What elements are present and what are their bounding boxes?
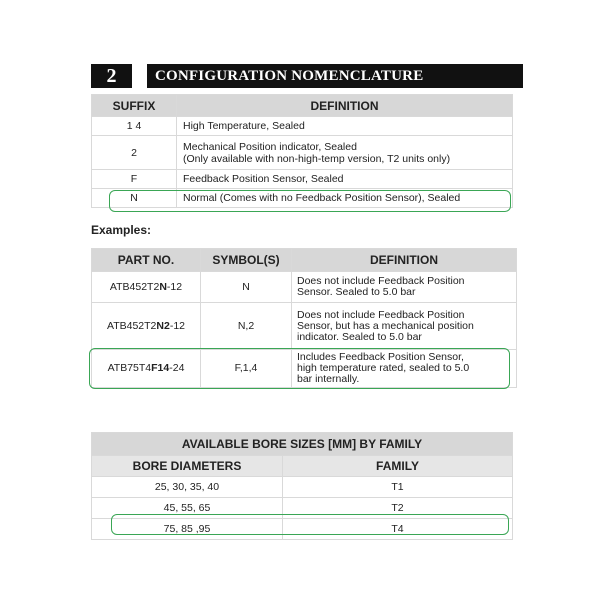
symbols-cell: N: [201, 272, 292, 303]
definition-cell: [292, 350, 517, 388]
family-cell: T2: [283, 498, 513, 519]
definition-cell: Feedback Position Sensor, Sealed: [177, 170, 513, 189]
bore-header-row: [92, 456, 513, 477]
header-definition: DEFINITION: [292, 249, 517, 272]
table-row: [92, 272, 517, 303]
header-family: FAMILY: [283, 456, 513, 477]
table-row: [92, 117, 513, 136]
table-row: [92, 350, 517, 388]
header-suffix: SUFFIX: [92, 95, 177, 117]
definition-line: Sensor. Sealed to 5.0 bar: [297, 286, 416, 298]
symbols-cell: F,1,4: [201, 350, 292, 388]
part-number-cell: [92, 350, 201, 388]
part-suffix-code: N: [159, 280, 167, 293]
definition-cell: [177, 136, 513, 170]
definition-line: (Only available with non-high-temp version, T2 units only): [183, 152, 451, 165]
table-row: [92, 519, 513, 540]
section-title: CONFIGURATION NOMENCLATURE: [147, 64, 523, 88]
definition-line: Sensor, but has a mechanical position: [297, 319, 474, 332]
definition-cell: [292, 303, 517, 350]
table-row: [92, 303, 517, 350]
definition-line: Does not include Feedback Position: [297, 275, 465, 287]
nomenclature-table: [91, 94, 513, 208]
part-prefix: ATB452T2: [109, 280, 160, 293]
part-prefix: ATB75T4: [107, 362, 152, 374]
part-size: -12: [169, 319, 186, 332]
definition-line: Mechanical Position indicator, Sealed: [183, 140, 357, 153]
definition-line: indicator. Sealed to 5.0 bar: [297, 330, 422, 343]
suffix-cell: N: [92, 189, 177, 208]
suffix-cell: 2: [92, 136, 177, 170]
bore-sizes-table: [91, 432, 513, 540]
bore-sizes-title: AVAILABLE BORE SIZES [MM] BY FAMILY: [92, 433, 513, 456]
section-number: 2: [91, 64, 132, 88]
bore-diameters-cell: 75, 85 ,95: [92, 519, 283, 540]
header-part-no: PART NO.: [92, 249, 201, 272]
definition-cell: Normal (Comes with no Feedback Position Sensor), Sealed: [177, 189, 513, 208]
family-cell: T4: [283, 519, 513, 540]
table-row: [92, 189, 513, 208]
suffix-cell: 1 4: [92, 117, 177, 136]
part-number-cell: [92, 303, 201, 350]
bore-diameters-cell: 45, 55, 65: [92, 498, 283, 519]
bore-title-row: [92, 433, 513, 456]
part-suffix-code: N2: [156, 319, 170, 332]
part-number-cell: [92, 272, 201, 303]
definition-line: Includes Feedback Position Sensor,: [297, 351, 464, 363]
part-size: -12: [166, 280, 183, 293]
suffix-cell: F: [92, 170, 177, 189]
family-cell: T1: [283, 477, 513, 498]
nomenclature-header-row: [92, 95, 513, 117]
header-definition: DEFINITION: [177, 95, 513, 117]
table-row: [92, 136, 513, 170]
table-row: [92, 477, 513, 498]
header-bore-diameters: BORE DIAMETERS: [92, 456, 283, 477]
definition-line: high temperature rated, sealed to 5.0: [297, 362, 470, 374]
examples-label: Examples:: [91, 223, 152, 237]
examples-header-row: [92, 249, 517, 272]
definition-line: bar internally.: [297, 373, 360, 385]
definition-cell: High Temperature, Sealed: [177, 117, 513, 136]
table-row: [92, 498, 513, 519]
definition-cell: [292, 272, 517, 303]
part-size: -24: [169, 362, 185, 374]
symbols-cell: N,2: [201, 303, 292, 350]
examples-table: [91, 248, 517, 388]
definition-line: Does not include Feedback Position: [297, 308, 465, 321]
header-symbols: SYMBOL(S): [201, 249, 292, 272]
part-suffix-code: F14: [151, 362, 170, 374]
bore-diameters-cell: 25, 30, 35, 40: [92, 477, 283, 498]
table-row: [92, 170, 513, 189]
part-prefix: ATB452T2: [106, 319, 157, 332]
